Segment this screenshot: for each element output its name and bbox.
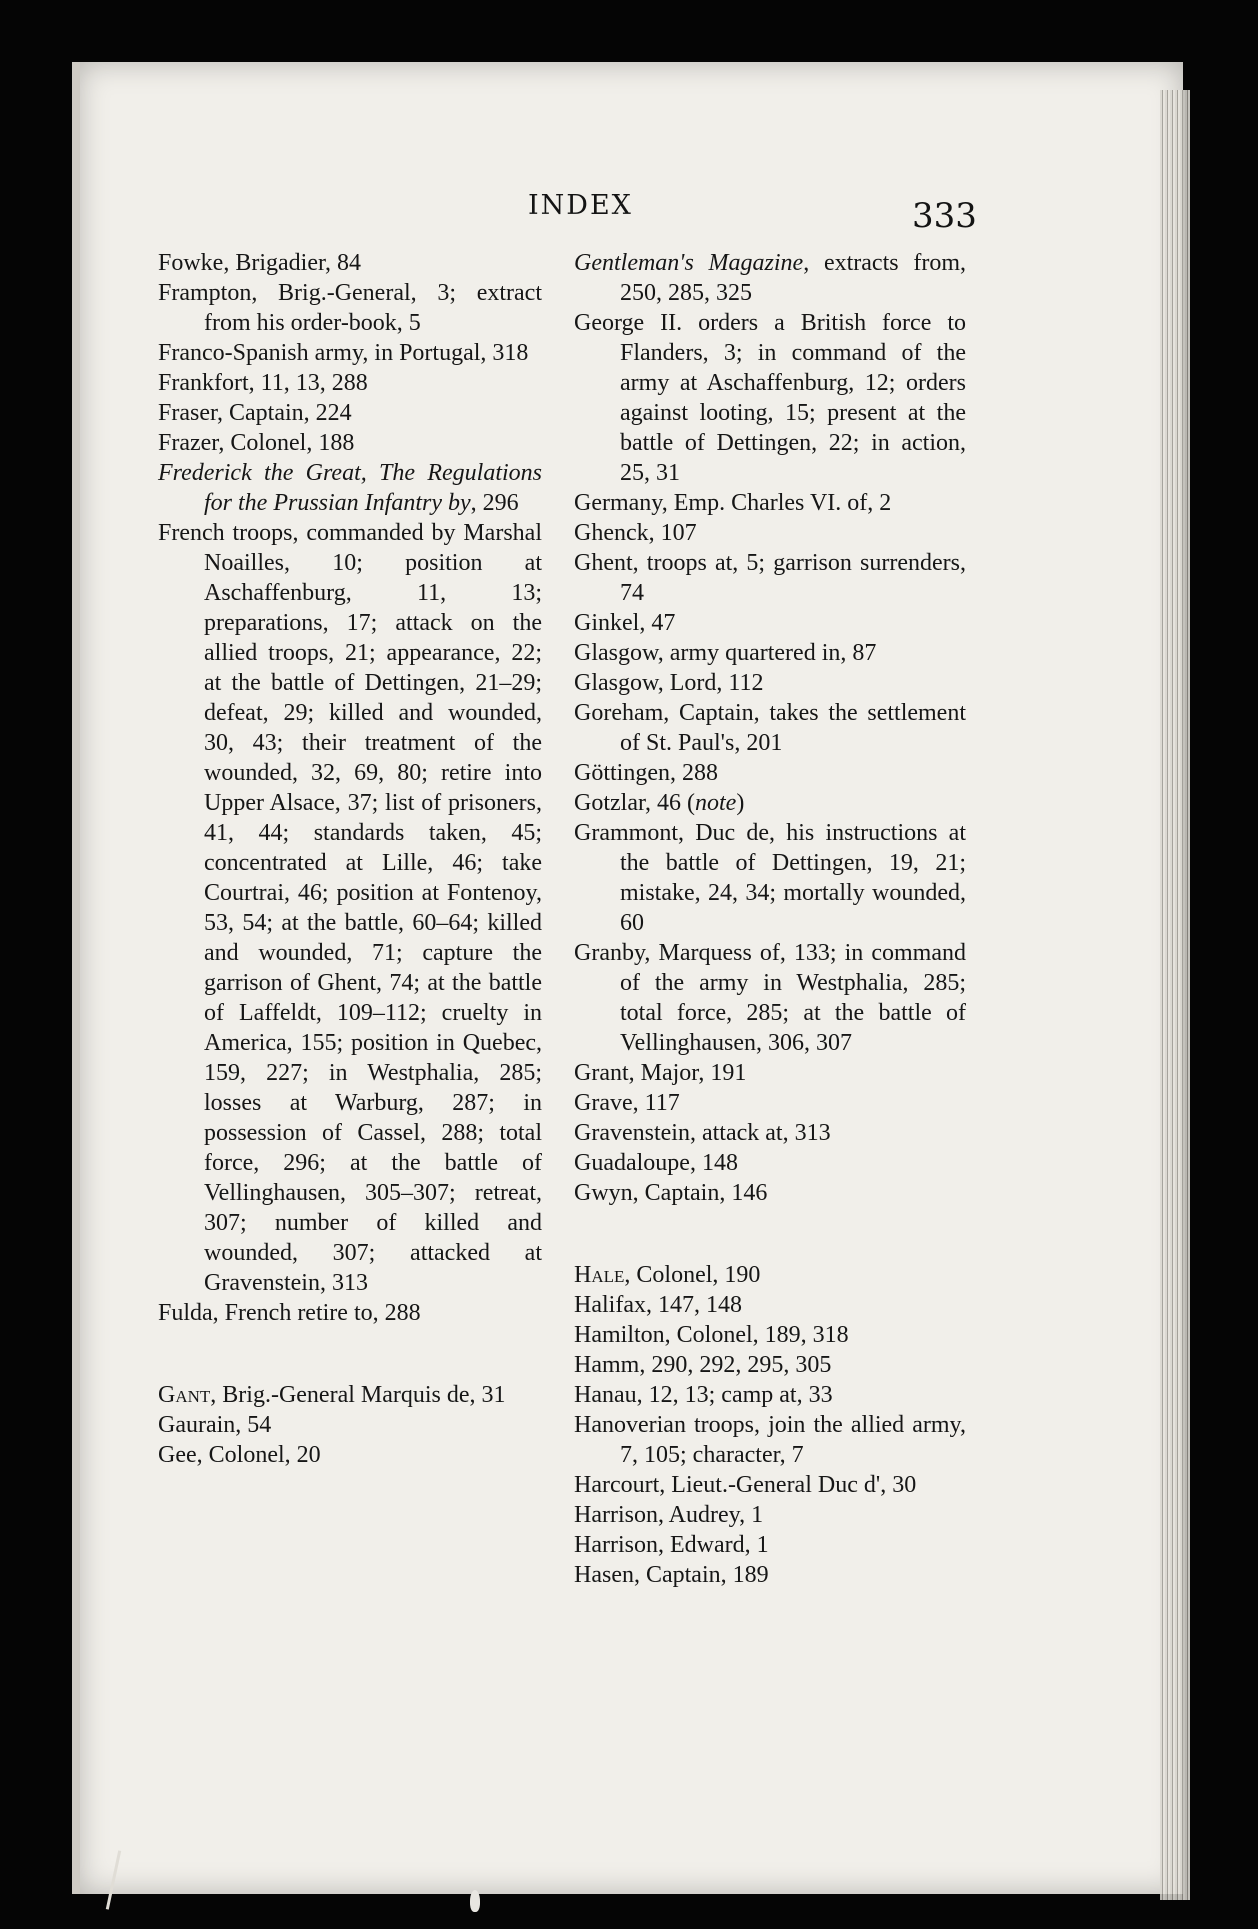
index-entry: [158, 1380, 542, 1410]
index-entry: [158, 458, 542, 518]
index-entry: Frampton, Brig.-General, 3; extract from his order-book, 5: [158, 280, 542, 336]
index-entry: Fraser, Captain, 224: [158, 400, 352, 426]
index-entry-part: Gentleman's Magazine: [574, 250, 804, 276]
letter-section-gap: [158, 1328, 542, 1380]
index-entry: Halifax, 147, 148: [574, 1292, 742, 1318]
index-entry: Fowke, Brigadier, 84: [158, 250, 362, 276]
index-entry: Gravenstein, attack at, 313: [574, 1120, 831, 1146]
index-entry: Ghenck, 107: [574, 520, 697, 546]
index-entry: Harrison, Edward, 1: [574, 1532, 769, 1558]
index-entry: Goreham, Captain, takes the settlement of St. Paul's, 201: [574, 700, 966, 756]
running-head: INDEX: [528, 190, 633, 221]
index-entry-part: , 296: [470, 490, 519, 516]
index-entry: Germany, Emp. Charles VI. of, 2: [574, 490, 892, 516]
index-entry-part: Frederick the Great, The Regulations for the Prussian Infantry by: [158, 460, 542, 516]
index-entry: Hanau, 12, 13; camp at, 33: [574, 1382, 833, 1408]
index-entry: Grant, Major, 191: [574, 1060, 747, 1086]
index-entry-part: ): [736, 790, 745, 816]
page-number: 333: [912, 196, 977, 236]
index-entry: Hamilton, Colonel, 189, 318: [574, 1322, 849, 1348]
index-entry: George II. orders a British force to Flanders, 3; in command of the army at Aschaffenburg, 12; orders against looting, 15; present at the battle of Dettingen, 22; in action, 25, 31: [574, 310, 966, 486]
index-entry: [574, 788, 966, 818]
index-entry: Grammont, Duc de, his instructions at the battle of Dettingen, 19, 21; mistake, 24, 34; mortally wounded, 60: [574, 820, 966, 936]
index-entry: Ghent, troops at, 5; garrison surrenders, 74: [574, 550, 966, 606]
index-entry-part: Hale: [574, 1262, 625, 1288]
index-entry: Franco-Spanish army, in Portugal, 318: [158, 340, 529, 366]
index-column-left: [158, 248, 542, 1470]
index-entry-part: , Colonel, 190: [624, 1262, 761, 1288]
letter-section-gap: [574, 1208, 966, 1260]
index-entry: Harcourt, Lieut.-General Duc d', 30: [574, 1472, 917, 1498]
index-entry: Gaurain, 54: [158, 1412, 272, 1438]
index-entry-part: note: [695, 790, 737, 816]
index-entry: Gee, Colonel, 20: [158, 1442, 321, 1468]
index-entry: Ginkel, 47: [574, 610, 676, 636]
index-entry: Hasen, Captain, 189: [574, 1562, 769, 1588]
index-entry: Göttingen, 288: [574, 760, 718, 786]
page-gutter-edge: [72, 62, 80, 1894]
index-entry: Hamm, 290, 292, 295, 305: [574, 1352, 832, 1378]
index-column-right: [574, 248, 966, 1590]
index-entry: Harrison, Audrey, 1: [574, 1502, 764, 1528]
index-entry: Fulda, French retire to, 288: [158, 1300, 421, 1326]
index-entry-part: , extracts from, 250, 285, 325: [620, 250, 967, 306]
index-entry: French troops, commanded by Marshal Noailles, 10; position at Aschaffenburg, 11, 13; preparations, 17; attack on the allied troops, 21; appearance, 22; at the battle of Dettingen, 21–29; defeat, 29; killed and wounded, 30, 43; their treatment of the wounded, 32, 69, 80; retire into Upper Alsace, 37; list of prisoners, 41, 44; standards taken, 45; concentrated at Lille, 46; take Courtrai, 46; position at Fontenoy, 53, 54; at the battle, 60–64; killed and wounded, 71; capture the garrison of Ghent, 74; at the battle of Laffeldt, 109–112; cruelty in America, 155; position in Quebec, 159, 227; in Westphalia, 285; losses at Warburg, 287; in possession of Cassel, 288; total force, 296; at the battle of Vellinghausen, 305–307; retreat, 307; number of killed and wounded, 307; attacked at Gravenstein, 313: [158, 520, 542, 1296]
index-entry: Granby, Marquess of, 133; in command of the army in Westphalia, 285; total force, 285; at the battle of Vellinghausen, 306, 307: [574, 940, 966, 1056]
index-entry: [574, 1260, 966, 1290]
index-entry-part: Gant: [158, 1382, 211, 1408]
index-entry-part: , Brig.-General Marquis de, 31: [210, 1382, 506, 1408]
scan-artifact: [470, 1890, 480, 1912]
index-entry: Grave, 117: [574, 1090, 680, 1116]
index-entry: [574, 248, 966, 308]
page-stack-edge: [1160, 90, 1190, 1900]
index-entry: Glasgow, army quartered in, 87: [574, 640, 877, 666]
index-entry: Frankfort, 11, 13, 288: [158, 370, 368, 396]
index-entry: Hanoverian troops, join the allied army, 7, 105; character, 7: [574, 1412, 966, 1468]
index-entry: Frazer, Colonel, 188: [158, 430, 355, 456]
index-entry-part: Gotzlar, 46 (: [574, 790, 695, 816]
index-entry: Guadaloupe, 148: [574, 1150, 738, 1176]
index-entry: Gwyn, Captain, 146: [574, 1180, 768, 1206]
index-entry: Glasgow, Lord, 112: [574, 670, 764, 696]
